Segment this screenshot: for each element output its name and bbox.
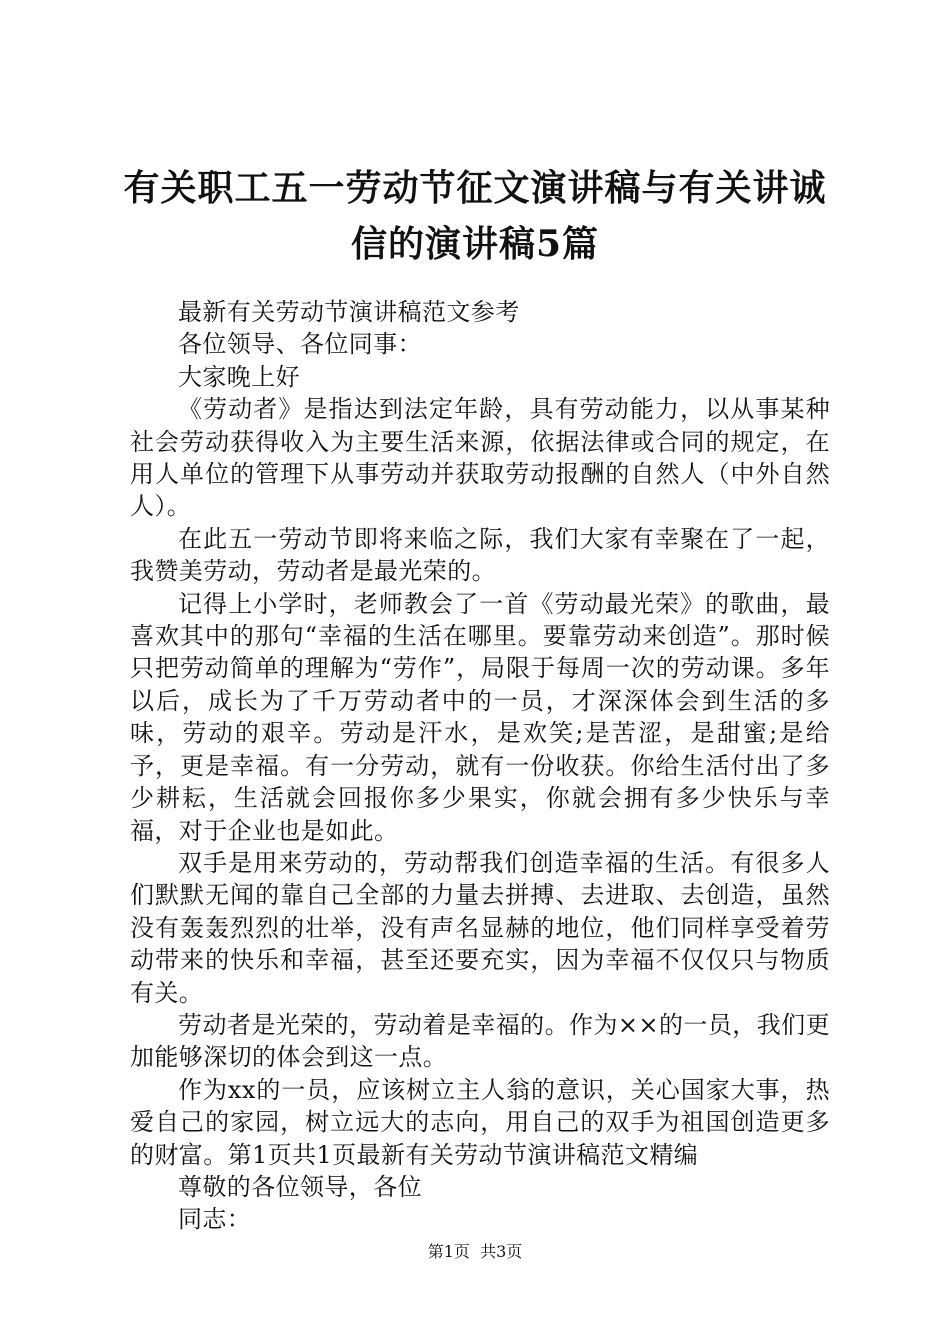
page-footer: 第1页 共3页: [427, 1242, 523, 1261]
paragraph-subtitle: 最新有关劳动节演讲稿范文参考: [178, 298, 520, 326]
paragraph-greeting: 大家晚上好: [178, 362, 300, 391]
paragraph: 在此五一劳动节即将来临之际，我们大家有幸聚在了一起，我赞美劳动，劳动者是最光荣的。: [130, 524, 830, 586]
paragraph: 劳动者是光荣的，劳动着是幸福的。作为××的一员，我们更加能够深切的体会到这一点。: [130, 1010, 830, 1072]
paragraph: 作为xx的一员，应该树立主人翁的意识，关心国家大事，热爱自己的家园，树立远大的志向，用自己的双手为祖国创造更多的财富。第1页共1页最新有关劳动节演讲稿范文精编: [130, 1075, 830, 1169]
paragraph: 记得上小学时，老师教会了一首《劳动最光荣》的歌曲，最喜欢其中的那句“幸福的生活在哪里。要靠劳动来创造”。那时候只把劳动简单的理解为“劳作”，局限于每周一次的劳动课。多年以后，成长为了千万劳动者中的一员，才深深体会到生活的多味，劳动的艰辛。劳动是汗水，是欢笑;是苦涩，是甜蜜;是给予，更是幸福。有一分劳动，就有一份收获。你给生活付出了多少耕耘，生活就会回报你多少果实，你就会拥有多少快乐与幸福，对于企业也是如此。: [130, 589, 830, 845]
paragraph: 尊敬的各位领导，各位: [178, 1172, 422, 1201]
paragraph: 《劳动者》是指达到法定年龄，具有劳动能力，以从事某种社会劳动获得收入为主要生活来源，依据法律或合同的规定，在用人单位的管理下从事劳动并获取劳动报酬的自然人（中外自然人）。: [130, 395, 830, 521]
document-body: [130, 296, 830, 1236]
paragraph: 同志：: [178, 1205, 252, 1234]
paragraph: 双手是用来劳动的，劳动帮我们创造幸福的生活。有很多人们默默无闻的靠自己全部的力量去拼搏、去进取、去创造，虽然没有轰轰烈烈的壮举，没有声名显赫的地位，他们同样享受着劳动带来的快乐和幸福，甚至还要充实，因为幸福不仅仅只与物质有关。: [130, 848, 830, 1007]
document-title: 有关职工五一劳动节征文演讲稿与有关讲诚信的演讲稿5篇: [123, 167, 827, 265]
paragraph-salutation: 各位领导、各位同事：: [178, 330, 422, 359]
